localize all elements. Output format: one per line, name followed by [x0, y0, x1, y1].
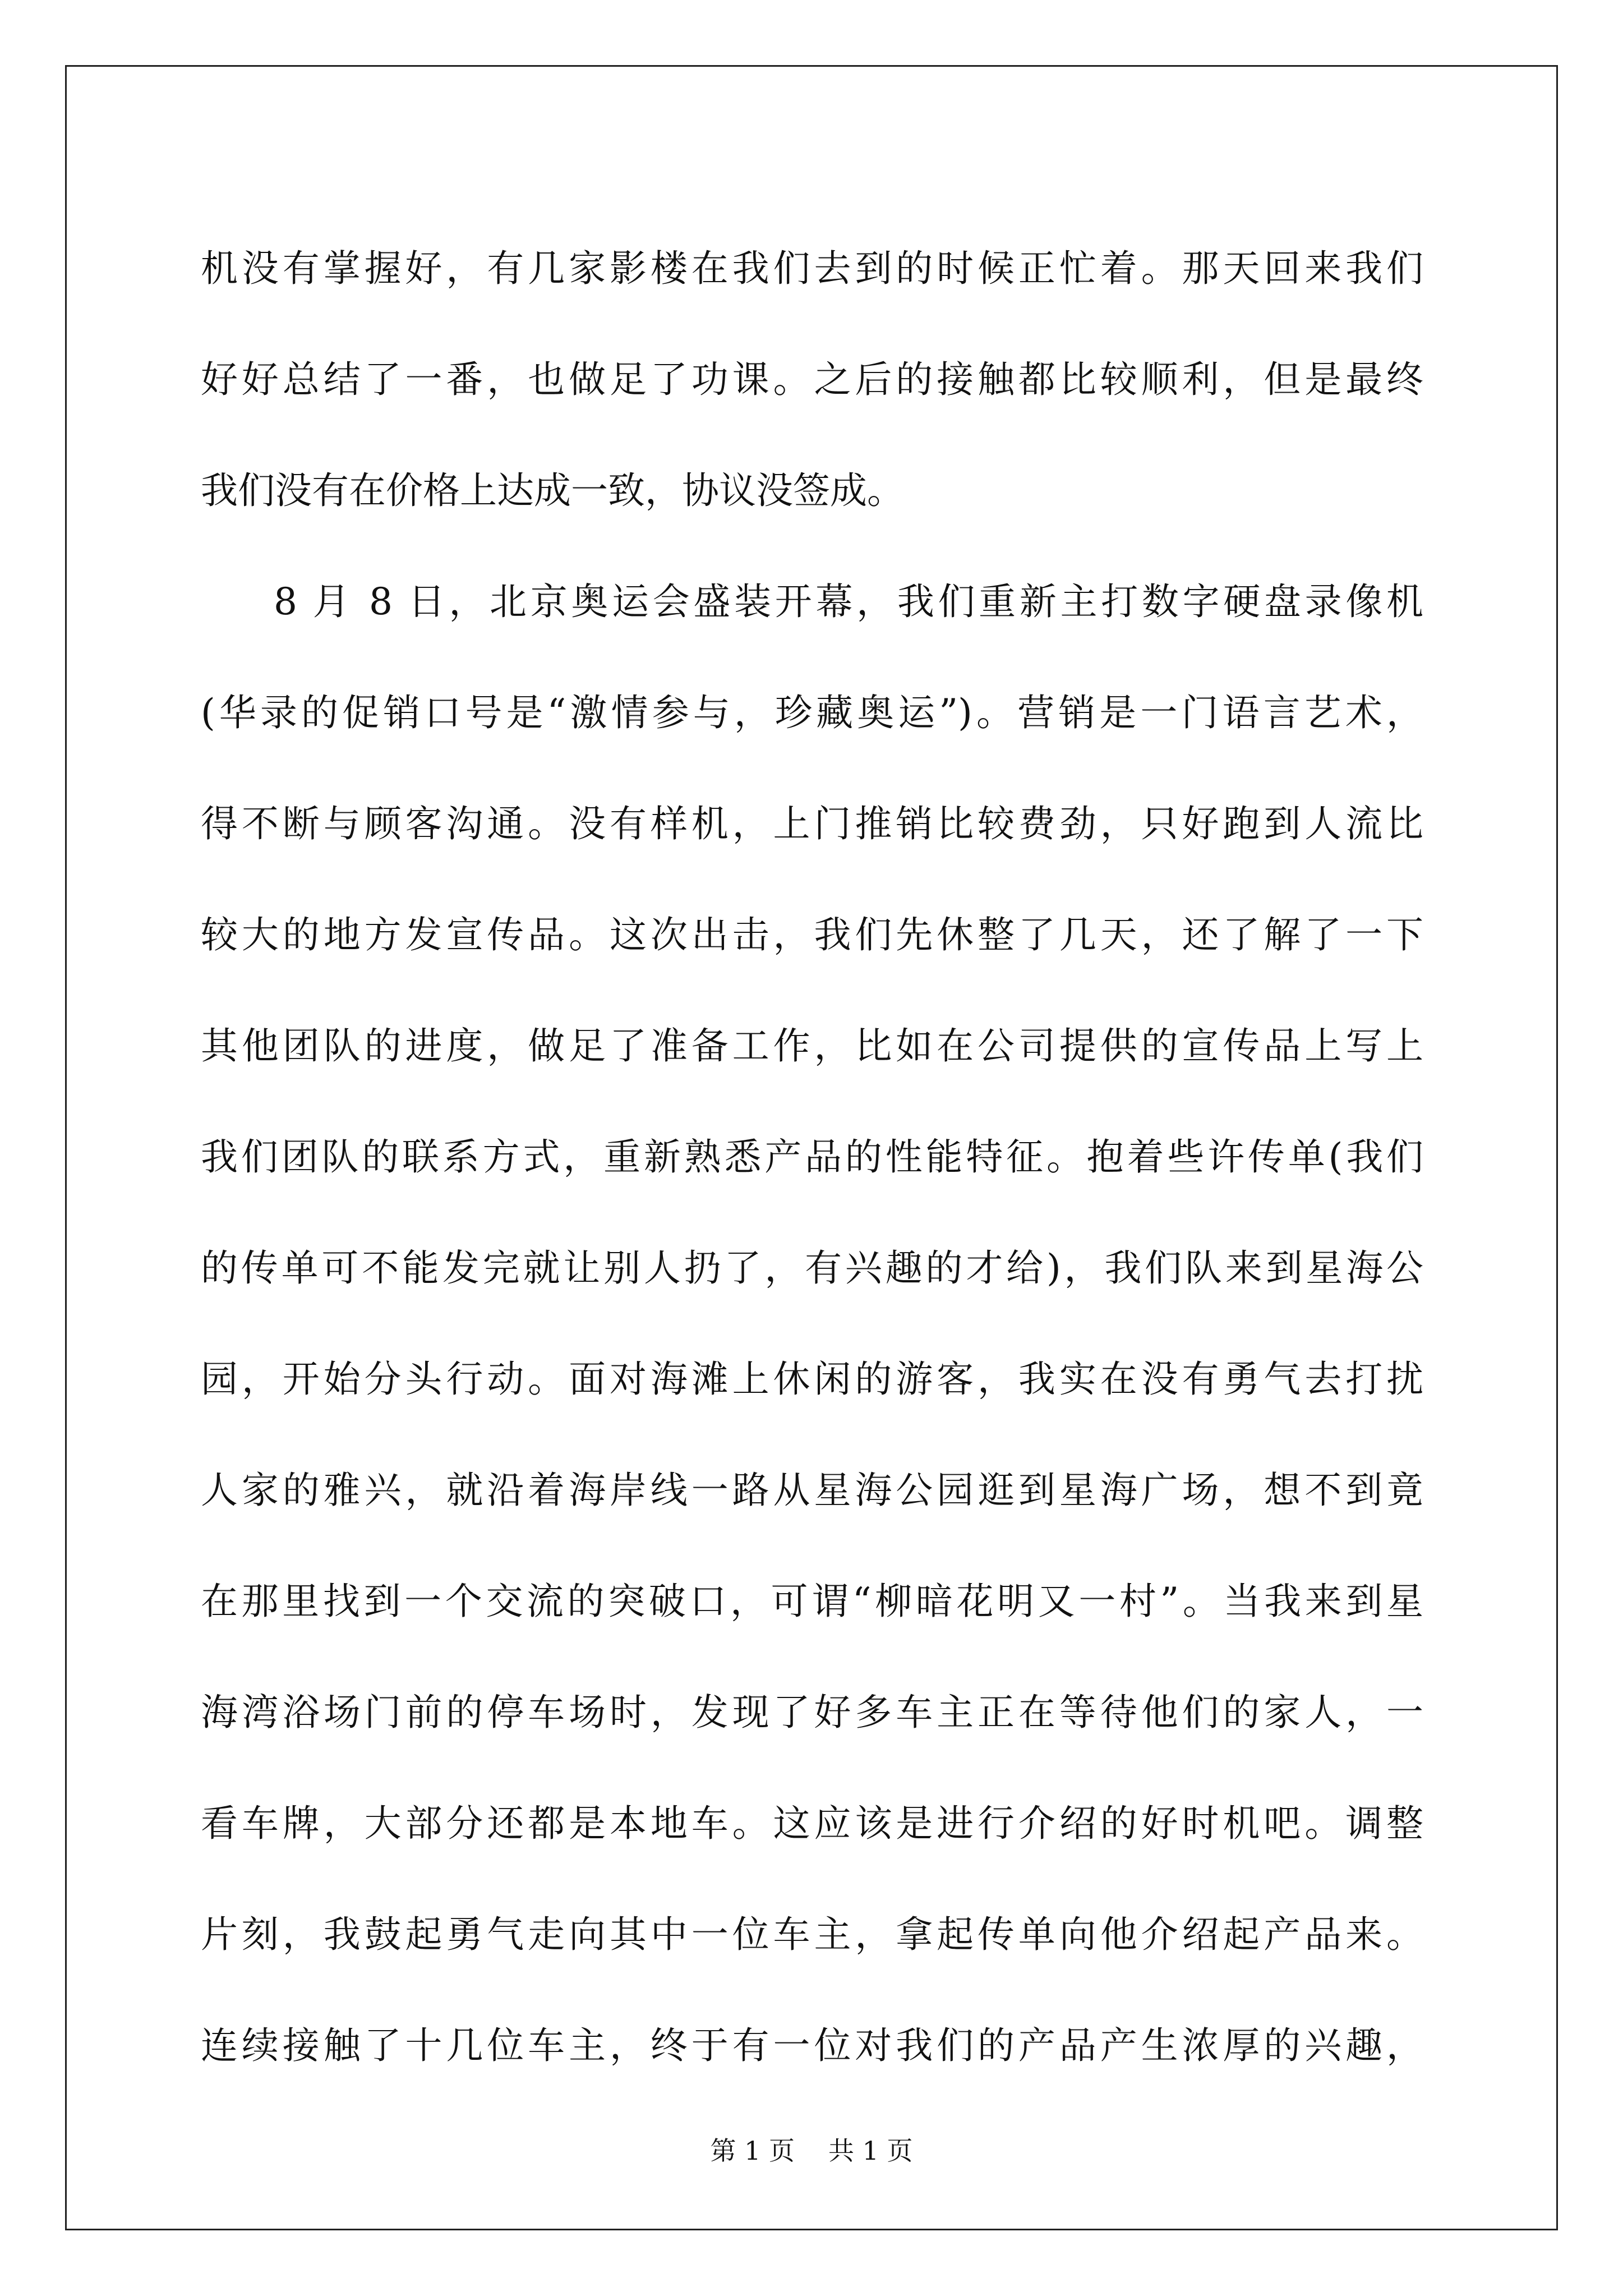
- text-line: 得不断与顾客沟通。没有样机，上门推销比较费劲，只好跑到人流比: [201, 802, 1423, 845]
- text-line: 在那里找到一个交流的突破口，可谓“柳暗花明又一村”。当我来到星: [201, 1580, 1423, 1623]
- text-line: 看车牌，大部分还都是本地车。这应该是进行介绍的好时机吧。调整: [201, 1802, 1423, 1845]
- text-line: 的传单可不能发完就让别人扔了，有兴趣的才给)，我们队来到星海公: [201, 1246, 1423, 1290]
- page-number: 第 1 页: [710, 2136, 795, 2166]
- document-body: [201, 213, 1423, 2101]
- text-line: 8 月 8 日，北京奥运会盛装开幕，我们重新主打数字硬盘录像机: [274, 580, 1423, 623]
- page-total: 共 1 页: [828, 2136, 913, 2166]
- text-line: 我们没有在价格上达成一致，协议没签成。: [201, 469, 904, 512]
- text-line: 较大的地方发宣传品。这次出击，我们先休整了几天，还了解了一下: [201, 913, 1423, 956]
- text-line: 其他团队的进度，做足了准备工作，比如在公司提供的宣传品上写上: [201, 1024, 1423, 1068]
- page-footer: [0, 2131, 1623, 2168]
- text-line: (华录的促销口号是“激情参与，珍藏奥运”)。营销是一门语言艺术，: [201, 691, 1423, 734]
- text-line: 人家的雅兴，就沿着海岸线一路从星海公园逛到星海广场，想不到竟: [201, 1469, 1423, 1512]
- text-line: 我们团队的联系方式，重新熟悉产品的性能特征。抱着些许传单(我们: [201, 1135, 1423, 1179]
- text-line: 片刻，我鼓起勇气走向其中一位车主，拿起传单向他介绍起产品来。: [201, 1913, 1423, 1956]
- text-line: 好好总结了一番，也做足了功课。之后的接触都比较顺利，但是最终: [201, 358, 1423, 401]
- text-line: 海湾浴场门前的停车场时，发现了好多车主正在等待他们的家人，一: [201, 1691, 1423, 1734]
- text-line: 园，开始分头行动。面对海滩上休闲的游客，我实在没有勇气去打扰: [201, 1358, 1423, 1401]
- text-line: 机没有掌握好，有几家影楼在我们去到的时候正忙着。那天回来我们: [201, 247, 1423, 290]
- text-line: 连续接触了十几位车主，终于有一位对我们的产品产生浓厚的兴趣，: [201, 2024, 1423, 2067]
